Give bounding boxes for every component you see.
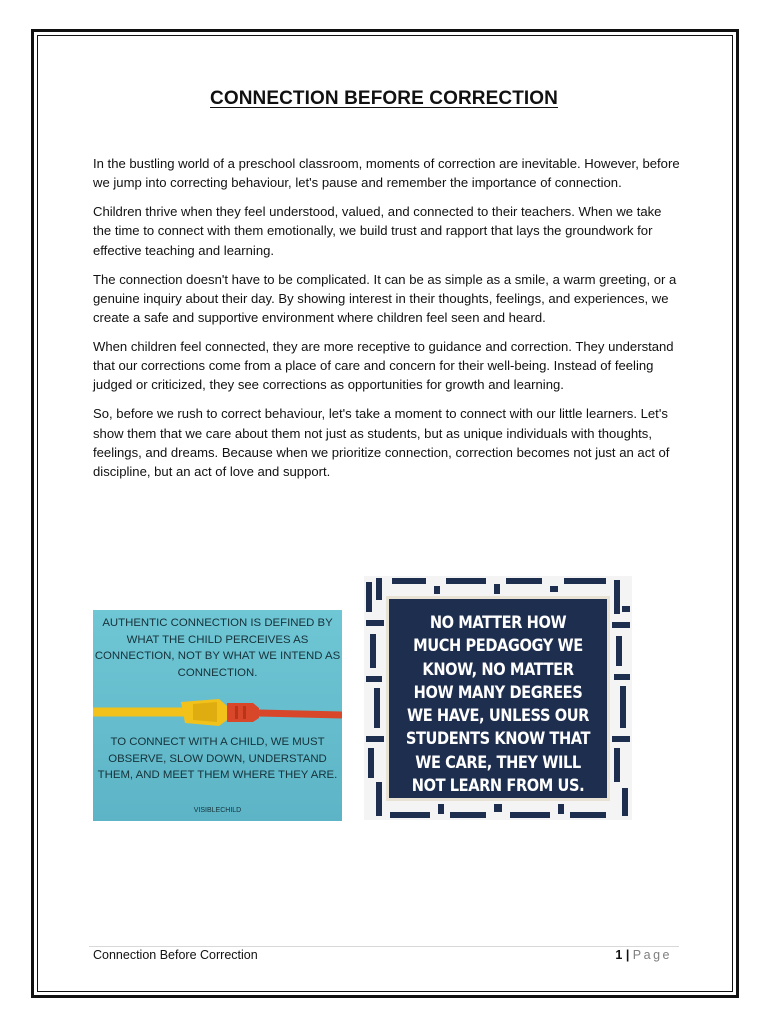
paragraph-1: In the bustling world of a preschool classroom, moments of correction are inevitable. However, before we jump into correcting behaviour, let's pause and remember the importance of connection. xyxy=(93,156,680,191)
image-caption-top: AUTHENTIC CONNECTION IS DEFINED BY WHAT THE CHILD PERCEIVES AS CONNECTION, NOT BY WHAT WE INTEND AS CONNECTION. xyxy=(94,617,341,679)
paragraph-2: Children thrive when they feel understood, valued, and connected to their teachers. When we take the time to connect with them emotionally, we build trust and rapport that lays the groundwork for effective teaching and learning. xyxy=(93,204,662,258)
page-label: Page xyxy=(632,948,672,962)
image-credit: VISIBLECHILD xyxy=(193,807,242,814)
document-body xyxy=(93,154,683,491)
quote-panel xyxy=(386,596,610,801)
pedagogy-quote-image xyxy=(364,576,632,820)
paragraph-4: When children feel connected, they are more receptive to guidance and correction. They understand that our corrections come from a place of care and concern for their well-being. Instead of feeling judged or criticized, they see corrections as opportunities for growth and learning. xyxy=(93,339,674,393)
connection-cable-image xyxy=(93,610,342,821)
footer-divider xyxy=(89,946,679,947)
quote-text: NO MATTER HOW MUCH PEDAGOGY WE KNOW, NO MATTER HOW MANY DEGREES WE HAVE, UNLESS OUR STUDENTS KNOW THAT WE CARE, THEY WILL NOT LEARN FROM US. xyxy=(405,613,591,797)
document-title: CONNECTION BEFORE CORRECTION xyxy=(210,88,558,109)
paragraph-3: The connection doesn't have to be complicated. It can be as simple as a smile, a warm greeting, or a genuine inquiry about their day. By showing interest in their thoughts, feelings, and experiences, we create a safe and supportive environment where children feel seen and heard. xyxy=(93,271,677,326)
cable-plug-icon xyxy=(93,690,342,734)
page-number: 1 xyxy=(615,948,623,962)
footer-title: Connection Before Correction xyxy=(93,948,258,962)
image-caption-bottom: TO CONNECT WITH A CHILD, WE MUST OBSERVE, SLOW DOWN, UNDERSTAND THEM, AND MEET THEM WHERE THEY ARE. xyxy=(97,736,338,782)
paragraph-5: So, before we rush to correct behaviour, let's take a moment to connect with our little learners. Let's show them that we care about them not just as students, but as unique individuals with thoughts, feelings, and dreams. Because when we prioritize connection, correction becomes not just an act of discipline, but an act of love and support. xyxy=(93,406,670,480)
footer-page-number xyxy=(615,948,672,962)
page-separator: | xyxy=(625,948,630,962)
